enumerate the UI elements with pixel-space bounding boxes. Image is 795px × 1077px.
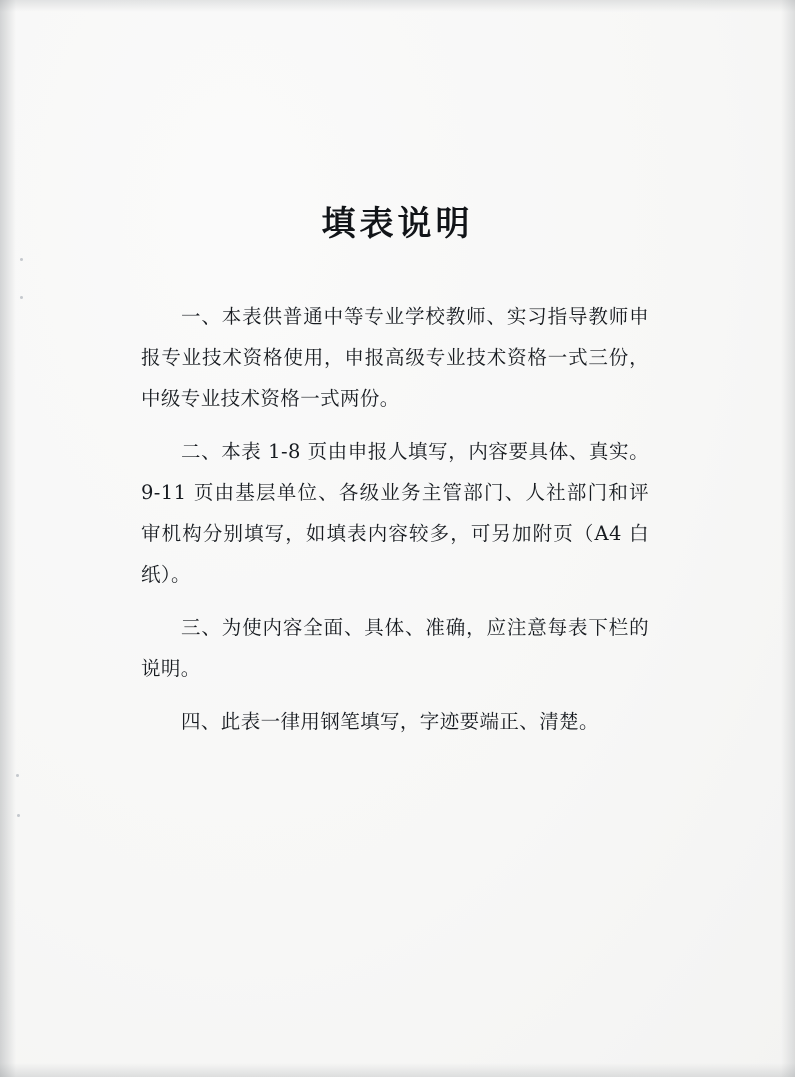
paragraph-4: 四、此表一律用钢笔填写，字迹要端正、清楚。: [181, 710, 599, 733]
page-title: 填表说明: [321, 204, 474, 244]
paragraph-1: 一、本表供普通中等专业学校教师、实习指导教师申报专业技术资格使用，申报高级专业技术资格一式三份，中级专业技术资格一式两份。: [141, 305, 649, 410]
paragraph-3: 三、为使内容全面、具体、准确，应注意每表下栏的说明。: [141, 616, 649, 680]
document-body: [141, 296, 649, 742]
paragraph-2: 二、本表 1-8 页由申报人填写，内容要具体、真实。9-11 页由基层单位、各级业务主管部门、人社部门和评审机构分别填写，如填表内容较多，可另加附页（A4 白纸）。: [141, 440, 649, 586]
